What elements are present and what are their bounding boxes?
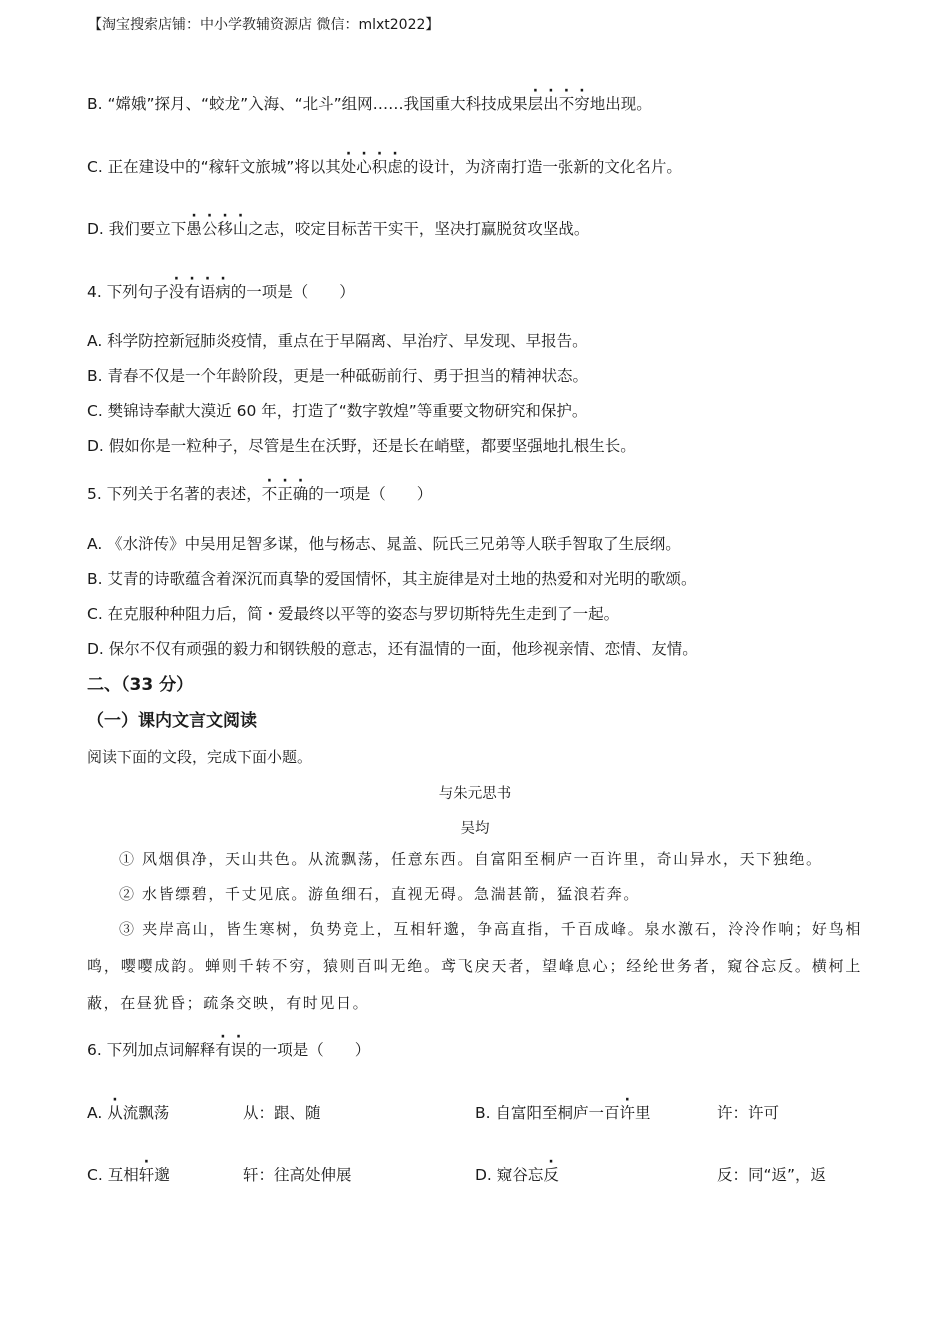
q4-option-d: D. 假如你是一粒种子，尽管是生在沃野，还是长在峭壁，都要坚强地扎根生长。	[87, 437, 636, 455]
q3-option-d: D. 我们要立下愚公移山之志，咬定目标苦干实干，坚决打赢脱贫攻坚战。	[87, 220, 590, 238]
subsection-heading: （一）课内文言文阅读	[87, 711, 257, 731]
section-heading: 二、（33 分）	[87, 675, 194, 695]
q6-option-d-explanation: 反：同“返”，返	[717, 1166, 827, 1184]
q6-option-a-explanation: 从：跟、随	[243, 1104, 321, 1122]
passage-paragraph-1: ① 风烟俱净，天山共色。从流飘荡，任意东西。自富阳至桐庐一百许里，奇山异水，天下独绝。	[119, 850, 823, 868]
q6-option-c: C. 互相轩邈	[87, 1166, 170, 1184]
q4-option-a: A. 科学防控新冠肺炎疫情，重点在于早隔离、早治疗、早发现、早报告。	[87, 332, 588, 350]
q5-option-c: C. 在克服种种阻力后，简・爱最终以平等的姿态与罗切斯特先生走到了一起。	[87, 605, 620, 623]
passage-author: 吴均	[460, 821, 490, 837]
q3-option-b: B. “嫦娥”探月、“蛟龙”入海、“北斗”组网……我国重大科技成果层出不穷地出现。	[87, 95, 652, 113]
q5-option-d: D. 保尔不仅有顽强的毅力和钢铁般的意志，还有温情的一面，他珍视亲情、恋情、友情。	[87, 640, 698, 658]
q6-stem: 6. 下列加点词解释有误的一项是（ ）	[87, 1041, 371, 1059]
q5-option-a: A. 《水浒传》中吴用足智多谋，他与杨志、晁盖、阮氏三兄弟等人联手智取了生辰纲。	[87, 535, 681, 553]
q3-option-c: C. 正在建设中的“稼轩文旅城”将以其处心积虑的设计，为济南打造一张新的文化名片。	[87, 158, 682, 176]
passage-title: 与朱元思书	[438, 786, 512, 802]
q6-option-b: B. 自富阳至桐庐一百许里	[475, 1104, 651, 1122]
passage-paragraph-3: ③ 夹岸高山，皆生寒树，负势竞上，互相轩邈，争高直指，千百成峰。泉水激石，泠泠作响；好鸟相鸣，嘤嘤成韵。蝉则千转不穷，猿则百叫无绝。鸢飞戾天者，望峰息心；经纶世务者，窥谷忘反。横柯上蔽，在昼犹昏；疏条交映，有时见日。	[87, 920, 862, 1012]
q5-stem: 5. 下列关于名著的表述，不正确的一项是（ ）	[87, 485, 433, 503]
reading-instruction: 阅读下面的文段，完成下面小题。	[87, 748, 313, 766]
passage-paragraph-2: ② 水皆缥碧，千丈见底。游鱼细石，直视无碍。急湍甚箭，猛浪若奔。	[119, 885, 640, 903]
q6-option-d: D. 窥谷忘反	[475, 1166, 559, 1184]
q4-stem: 4. 下列句子没有语病的一项是（ ）	[87, 283, 355, 301]
q6-option-c-explanation: 轩：往高处伸展	[243, 1166, 352, 1184]
q6-option-b-explanation: 许：许可	[717, 1104, 780, 1122]
q6-option-a: A. 从流飘荡	[87, 1104, 170, 1122]
page-header: 【淘宝搜索店铺：中小学教辅资源店 微信：mlxt2022】	[88, 17, 440, 33]
q5-option-b: B. 艾青的诗歌蕴含着深沉而真挚的爱国情怀，其主旋律是对土地的热爱和对光明的歌颂。	[87, 570, 697, 588]
q4-option-c: C. 樊锦诗奉献大漠近 60 年，打造了“数字敦煌”等重要文物研究和保护。	[87, 402, 588, 420]
q4-option-b: B. 青春不仅是一个年龄阶段，更是一种砥砺前行、勇于担当的精神状态。	[87, 367, 588, 385]
